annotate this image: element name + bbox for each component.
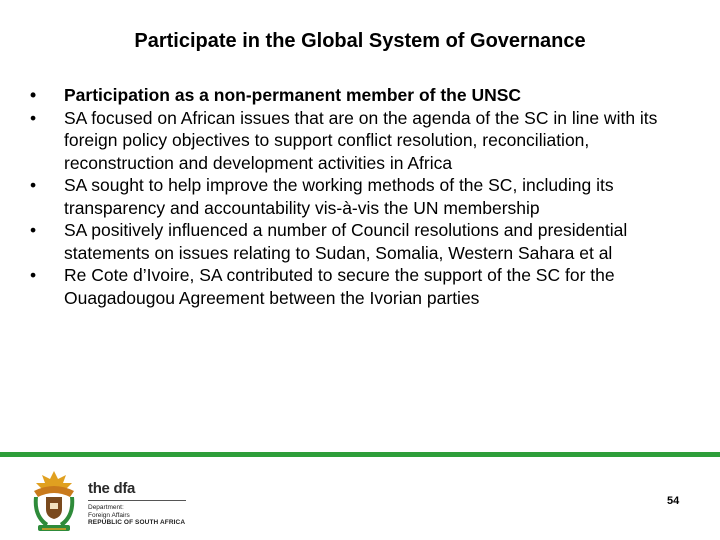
bullet-item [30, 264, 690, 309]
brand-rule [88, 500, 186, 501]
bullet-text: SA positively influenced a number of Council resolutions and presidential statements on issues relating to Sudan, Somalia, Western Sahara et al [64, 220, 628, 263]
coat-of-arms-icon [30, 469, 78, 533]
bullet-text: SA sought to help improve the working methods of the SC, including its transparency and accountability vis-à-vis the UN membership [64, 175, 614, 218]
bullet-item [30, 219, 690, 264]
slide-footer [0, 457, 720, 540]
bullet-text: Participation as a non-permanent member of the UNSC [64, 85, 522, 105]
bullet-dot: • [30, 220, 37, 240]
brand-ministry: Foreign Affairs [88, 511, 130, 519]
bullet-item [30, 84, 690, 107]
bullet-text: Re Cote d’Ivoire, SA contributed to secure the support of the SC for the Ouagadougou Agreement between the Ivorian parties [64, 265, 615, 308]
bullet-item [30, 174, 690, 219]
brand-name: the dfa [88, 480, 136, 497]
bullet-dot: • [30, 175, 37, 195]
bullet-list [30, 84, 690, 309]
bullet-item [30, 107, 690, 175]
bullet-text: SA focused on African issues that are on the agenda of the SC in line with its foreign policy objectives to support conflict resolution, reconciliation, reconstruction and development activities in Africa [64, 107, 658, 173]
dfa-brand [88, 481, 188, 527]
bullet-dot: • [30, 107, 37, 128]
brand-country: REPUBLIC OF SOUTH AFRICA [88, 519, 186, 526]
slide-title: Participate in the Global System of Governance [134, 30, 586, 52]
page-number: 54 [667, 495, 680, 507]
brand-department: Department: [88, 504, 124, 511]
bullet-dot: • [30, 85, 37, 105]
bullet-dot: • [30, 265, 37, 285]
